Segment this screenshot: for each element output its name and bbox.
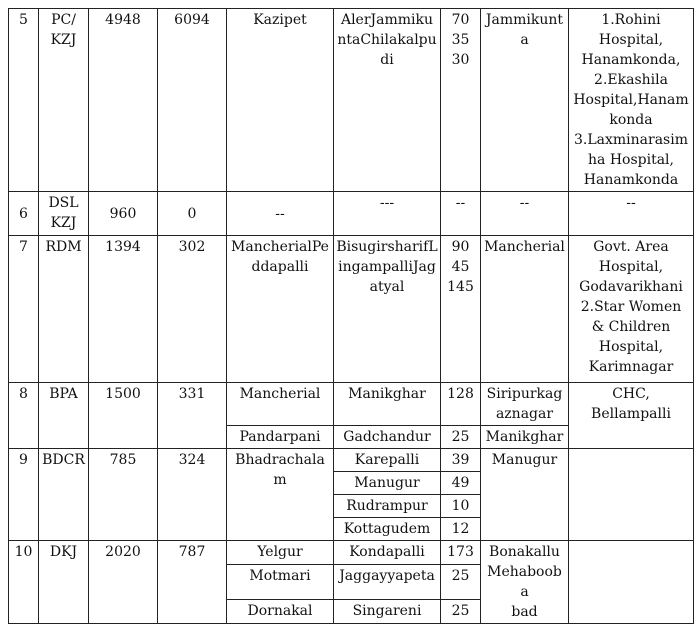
value-cell: 1500 <box>89 383 158 449</box>
hospitals-cell <box>569 449 694 541</box>
serial-number: 10 <box>9 541 39 624</box>
value-cell: 960 <box>89 192 158 236</box>
count-cell: 70 35 30 <box>441 9 481 192</box>
station-cell: Yelgur <box>227 541 334 565</box>
station-cell: Kazipet <box>227 9 334 192</box>
hospital-town-cell: Manikghar <box>481 426 569 449</box>
count-cell: 39 <box>441 449 481 472</box>
value-cell: 4948 <box>89 9 158 192</box>
count-cell: 128 <box>441 383 481 426</box>
value-cell: 785 <box>89 449 158 541</box>
places-cell: Kottagudem <box>334 518 441 541</box>
hospital-town-cell: Mancherial <box>481 236 569 383</box>
station-cell: MancherialPe ddapalli <box>227 236 334 383</box>
division-code: RDM <box>39 236 89 383</box>
hospital-town-cell: Manugur <box>481 449 569 541</box>
places-cell: Gadchandur <box>334 426 441 449</box>
places-cell: AlerJammiku ntaChilakalpu di <box>334 9 441 192</box>
hospital-town-cell: Siripurkag aznagar <box>481 383 569 426</box>
table-row <box>9 383 694 426</box>
hospitals-cell: Govt. Area Hospital, Godavarikhani 2.Star Women & Children Hospital, Karimnagar <box>569 236 694 383</box>
hospital-town-cell: -- <box>481 192 569 236</box>
station-cell: Motmari <box>227 565 334 600</box>
value-cell: 302 <box>158 236 227 383</box>
places-cell: Karepalli <box>334 449 441 472</box>
hospital-town-cell: Jammikunt a <box>481 9 569 192</box>
serial-number: 6 <box>9 192 39 236</box>
places-cell: BisugirsharifL ingampalliJag atyal <box>334 236 441 383</box>
value-cell: 787 <box>158 541 227 624</box>
count-cell: -- <box>441 192 481 236</box>
station-cell: Pandarpani <box>227 426 334 449</box>
hospital-allocation-table <box>8 8 694 624</box>
station-cell: Bhadrachala m <box>227 449 334 541</box>
hospitals-cell <box>569 541 694 624</box>
value-cell: 0 <box>158 192 227 236</box>
count-cell: 25 <box>441 599 481 623</box>
table-row <box>9 541 694 565</box>
serial-number: 5 <box>9 9 39 192</box>
table-row <box>9 9 694 192</box>
count-cell: 25 <box>441 426 481 449</box>
division-code: BPA <box>39 383 89 449</box>
table-row <box>9 236 694 383</box>
places-cell: Manugur <box>334 472 441 495</box>
hospital-town-cell: Bonakallu Mehabooba bad <box>481 541 569 624</box>
places-cell: Jaggayyapeta <box>334 565 441 600</box>
value-cell: 331 <box>158 383 227 449</box>
division-code: PC/ KZJ <box>39 9 89 192</box>
value-cell: 2020 <box>89 541 158 624</box>
count-cell: 90 45 145 <box>441 236 481 383</box>
places-cell: Rudrampur <box>334 495 441 518</box>
division-code: DSL KZJ <box>39 192 89 236</box>
division-code: DKJ <box>39 541 89 624</box>
hospitals-cell: -- <box>569 192 694 236</box>
places-cell: Manikghar <box>334 383 441 426</box>
count-cell: 49 <box>441 472 481 495</box>
hospitals-cell: CHC, Bellampalli <box>569 383 694 449</box>
table-row <box>9 449 694 472</box>
table-row <box>9 192 694 236</box>
station-cell: -- <box>227 192 334 236</box>
station-cell: Dornakal <box>227 599 334 623</box>
serial-number: 7 <box>9 236 39 383</box>
station-cell: Mancherial <box>227 383 334 426</box>
hospitals-cell: 1.Rohini Hospital, Hanamkonda, 2.Ekashila Hospital,Hanam konda 3.Laxminarasim ha Hospital, Hanamkonda <box>569 9 694 192</box>
places-cell: --- <box>334 192 441 236</box>
places-cell: Kondapalli <box>334 541 441 565</box>
value-cell: 324 <box>158 449 227 541</box>
count-cell: 173 <box>441 541 481 565</box>
count-cell: 25 <box>441 565 481 600</box>
value-cell: 6094 <box>158 9 227 192</box>
value-cell: 1394 <box>89 236 158 383</box>
count-cell: 12 <box>441 518 481 541</box>
places-cell: Singareni <box>334 599 441 623</box>
serial-number: 8 <box>9 383 39 449</box>
serial-number: 9 <box>9 449 39 541</box>
count-cell: 10 <box>441 495 481 518</box>
division-code: BDCR <box>39 449 89 541</box>
